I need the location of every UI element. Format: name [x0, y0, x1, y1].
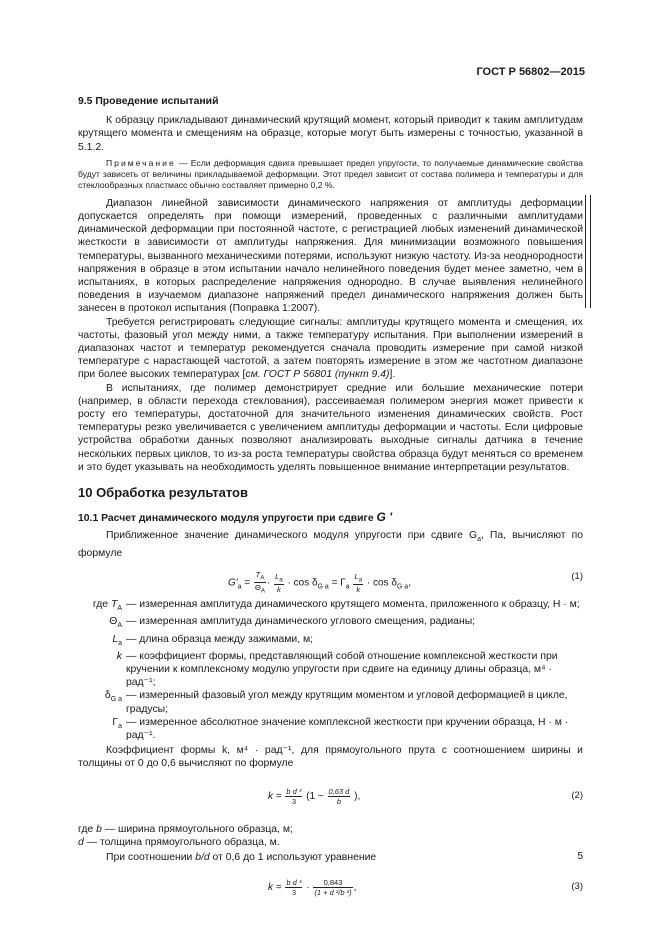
- equation-3: [78, 868, 583, 912]
- section-10-1-symbol: G ': [376, 510, 393, 525]
- ratio-text-a: При соотношении: [106, 852, 196, 864]
- definition-row: [78, 836, 583, 849]
- definition-row: [78, 716, 583, 742]
- definition-row: [78, 689, 583, 715]
- eq1-l-num-sub: a: [279, 576, 283, 584]
- eq1-t-num-sub: A: [260, 574, 265, 582]
- page-number: 5: [577, 851, 583, 862]
- definition-symbol: [78, 633, 126, 650]
- eq2-g-num: 0,63 d: [328, 786, 350, 796]
- section-9-5-para-2: Диапазон линейной зависимости динамического напряжения от амплитуды деформации допускается определять при помощи измерений, проведенных с различными амплитудами динамической деформации при постоянной частоте, с регистрацией любых изменений динамической жесткости в зависимости от амплитуды напряжения. Для минимизации возможного повышения температуры, вызванного механическими потерями, используют низкую частоту. Из-за неоднородности напряжения в образце в этом испытании начало нелинейного поведения будет менее заметно, чем в испытаниях, в которых распределение напряжения однородно. В случае выявления нелинейного поведения в изучаемом диапазоне напряжений предел динамического напряжения должен быть занесен в протокол испытания (Поправка 1:2007).: [78, 197, 583, 315]
- definition-symbol: [78, 598, 126, 615]
- section-10-1-heading: [78, 511, 583, 525]
- eq1-l2-num-sub: a: [358, 576, 363, 584]
- definitions-list-1: [78, 598, 583, 742]
- section-10-1-intro: [78, 529, 583, 559]
- definition-sym-sub: A: [117, 605, 122, 613]
- eq1-cos-1-sub: G a: [317, 583, 329, 591]
- definition-sym: k: [116, 650, 122, 662]
- equation-2-expression: [268, 787, 360, 806]
- eq1-cos-1: · cos δ: [287, 577, 318, 589]
- definition-sym-sub: a: [118, 722, 122, 730]
- definition-sym: d: [78, 836, 84, 848]
- eq3-fraction-bd: [285, 878, 302, 897]
- equation-2-number: (2): [571, 789, 583, 801]
- intro-text-a: Приближенное значение динамического модуля упругости при сдвиге G: [106, 530, 478, 542]
- ratio-symbol: b/d: [195, 852, 210, 864]
- section-9-5-para-3: [78, 316, 583, 382]
- eq1-t-num: T: [255, 569, 261, 579]
- ratio-paragraph: [78, 851, 583, 864]
- equation-3-expression: [268, 878, 356, 897]
- definition-sym-sub: G a: [110, 696, 122, 704]
- eq2-fraction-bd: [285, 787, 302, 806]
- intro-subscript: a: [477, 536, 481, 544]
- eq2-bracket-open: (1 −: [306, 790, 324, 802]
- note-text: — Если деформация сдвига превышает предел упругости, то получаемые динамические свойства будут зависеть от величины прикладываемой деформации. Этот предел зависит от состава полимера и температуры и для стеклообразных пластмасс обычно составляет примерно 0,2 %.: [78, 157, 583, 190]
- definition-sym: Θ: [109, 616, 118, 628]
- eq1-cos-2-sub: G a: [396, 583, 409, 591]
- eq1-t-den-sub: A: [260, 587, 265, 595]
- section-9-5-para-1: К образцу прикладывают динамический крутящий момент, который приводит к таким амплитудам крутящего момента и смещениям на образце, которые могут быть измерены с точностью, указанной в 5.1.2.: [78, 115, 583, 153]
- eq1-fraction-l2: [353, 572, 363, 595]
- eq1-gamma: = Γ: [331, 577, 346, 589]
- eq1-cos-2: · cos δ: [366, 577, 397, 589]
- section-10-1-title: 10.1 Расчет динамического модуля упругости при сдвиге: [78, 513, 377, 525]
- eq1-lhs-sub: a: [237, 583, 242, 591]
- definition-symbol: [78, 615, 126, 632]
- eq2-g-den: b: [336, 796, 342, 806]
- definition-symbol: [78, 689, 126, 715]
- definition-symbol: [78, 716, 126, 742]
- eq3-g-den: (1 + d ²/b ²): [314, 888, 352, 898]
- equation-2: [78, 775, 583, 819]
- definition-sym-sub: a: [118, 639, 122, 647]
- eq1-fraction-l: [274, 572, 284, 595]
- eq2-f-num: b d ³: [286, 786, 302, 796]
- eq3-g-num: 0,843: [313, 878, 352, 888]
- page-content: [78, 95, 583, 916]
- para-3-text-b: ].: [389, 369, 396, 381]
- definition-row: [78, 633, 583, 650]
- equation-3-number: (3): [571, 881, 583, 893]
- section-9-5-para-4: В испытаниях, где полимер демонстрирует средние или большие механические потери (например, в области перехода стеклования), рассеиваемая полимером энергия может привести к росту его температуры, достаточной для значительного изменения динамических свойств. Рост температуры резко увеличивается с увеличением амплитуды деформации и частоты. Если цифровые устройства обработки данных позволяют анализировать выходные сигналы датчика в течение нескольких первых циклов, то из-за роста температуры свойства образца будут меняться со временем и это будет указывать на необходимость уделять повышенное внимание интерпретации результатов.: [78, 382, 583, 473]
- equation-1-number: (1): [571, 570, 583, 582]
- eq1-gamma-sub: a: [345, 583, 350, 591]
- document-id-header: ГОСТ Р 56802—2015: [476, 66, 585, 78]
- definition-row: [78, 823, 583, 836]
- section-10-heading: 10 Обработка результатов: [78, 485, 248, 501]
- note: [78, 158, 583, 191]
- definitions-list-2: [78, 823, 583, 849]
- eq3-fraction-ratio: [313, 878, 352, 897]
- shape-factor-paragraph: Коэффициент формы k, м⁴ · рад⁻¹, для прямоугольного прута с соотношением ширины и толщины от 0 до 0,6 вычисляют по формуле: [78, 745, 583, 770]
- section-9-5-heading: 9.5 Проведение испытаний: [78, 96, 219, 107]
- definition-text: — измеренный фазовый угол между крутящим моментом и угловой деформацией в цикле, градусы;: [126, 690, 568, 715]
- definition-text: — толщина прямоугольного образца, м.: [83, 836, 280, 848]
- eq2-bracket-close: ),: [354, 790, 361, 802]
- definition-text: — длина образца между зажимами, м;: [126, 633, 314, 645]
- eq2-lhs: k =: [268, 790, 282, 802]
- definition-prefix: где: [78, 823, 94, 835]
- definition-sym: b: [96, 823, 102, 835]
- intro-text-b: , Па, вычисляют по формуле: [78, 530, 583, 559]
- equation-1: [78, 564, 583, 594]
- revision-change-bar: [585, 195, 591, 308]
- definition-row: [78, 615, 583, 632]
- equation-1-expression: $G'_a$ = $\frac{T_A}{\Theta_A}$ · $\frac{L_a}{k}$ · $\cos \delta_{G a} = \Gamma_a$ $\frac{L_a}{k}$ · $\cos \delta_{G a}$,: [228, 569, 411, 595]
- eq1-l-den: k: [277, 585, 281, 595]
- eq1-t-den: Θ: [254, 583, 261, 593]
- definition-sym-sub: A: [117, 622, 122, 630]
- eq1-l-num: L: [275, 571, 280, 581]
- definition-text: — коэффициент формы, представляющий собой отношение комплексной жесткости при кручении к комплексному модулю упругости при сдвиге на единицу длины образца, м⁴ · рад⁻¹;: [126, 650, 558, 689]
- definition-sym: L: [112, 633, 119, 645]
- eq1-lhs: G′: [228, 577, 238, 589]
- eq3-f-num: b d ³: [286, 878, 302, 888]
- eq3-tail: ,: [353, 882, 357, 894]
- eq3-dot: ·: [306, 882, 310, 894]
- eq3-f-den: 3: [291, 888, 296, 898]
- definition-row: [78, 598, 583, 615]
- definition-row: [78, 650, 583, 690]
- definition-sym: T: [110, 598, 118, 610]
- definition-text: — измеренная амплитуда динамического углового смещения, радианы;: [126, 616, 476, 628]
- eq1-fraction-t: [254, 570, 266, 596]
- eq2-fraction-d: [328, 787, 351, 806]
- eq1-l2-den: k: [356, 585, 361, 595]
- standard-reference-link: см. ГОСТ Р 56801 (пункт 9.4): [245, 369, 390, 381]
- definition-text: — ширина прямоугольного образца, м;: [101, 823, 293, 835]
- note-label: Примечание: [106, 157, 176, 168]
- definition-symbol: [78, 650, 126, 690]
- para-3-text-a: Требуется регистрировать следующие сигналы: амплитуды крутящего момента и смещения, их частоты, фазовый угол между ними, а также температуру испытания. При выполнении измерений в диапазонах частот и температур рекомендуется сначала проводить измерение при самой низкой температуре с нарастающей частотой, а затем повторять измерение в этом же частотном диапазоне при более высоких температурах [: [78, 316, 583, 381]
- definition-sym: δ: [104, 690, 111, 702]
- definition-text: — измеренное абсолютное значение комплексной жесткости при кручении образца, Н · м · рад⁻¹.: [126, 716, 569, 742]
- eq1-tail: ,: [408, 577, 411, 589]
- eq1-l2-num: L: [354, 571, 359, 581]
- definition-prefix: где: [92, 598, 109, 610]
- eq3-lhs: k =: [268, 882, 282, 894]
- eq2-f-den: 3: [291, 796, 296, 806]
- ratio-text-b: от 0,6 до 1 используют уравнение: [209, 852, 377, 864]
- definition-text: — измеренная амплитуда динамического крутящего момента, приложенного к образцу, Н · м;: [126, 598, 580, 610]
- definition-sym: Γ: [112, 716, 119, 728]
